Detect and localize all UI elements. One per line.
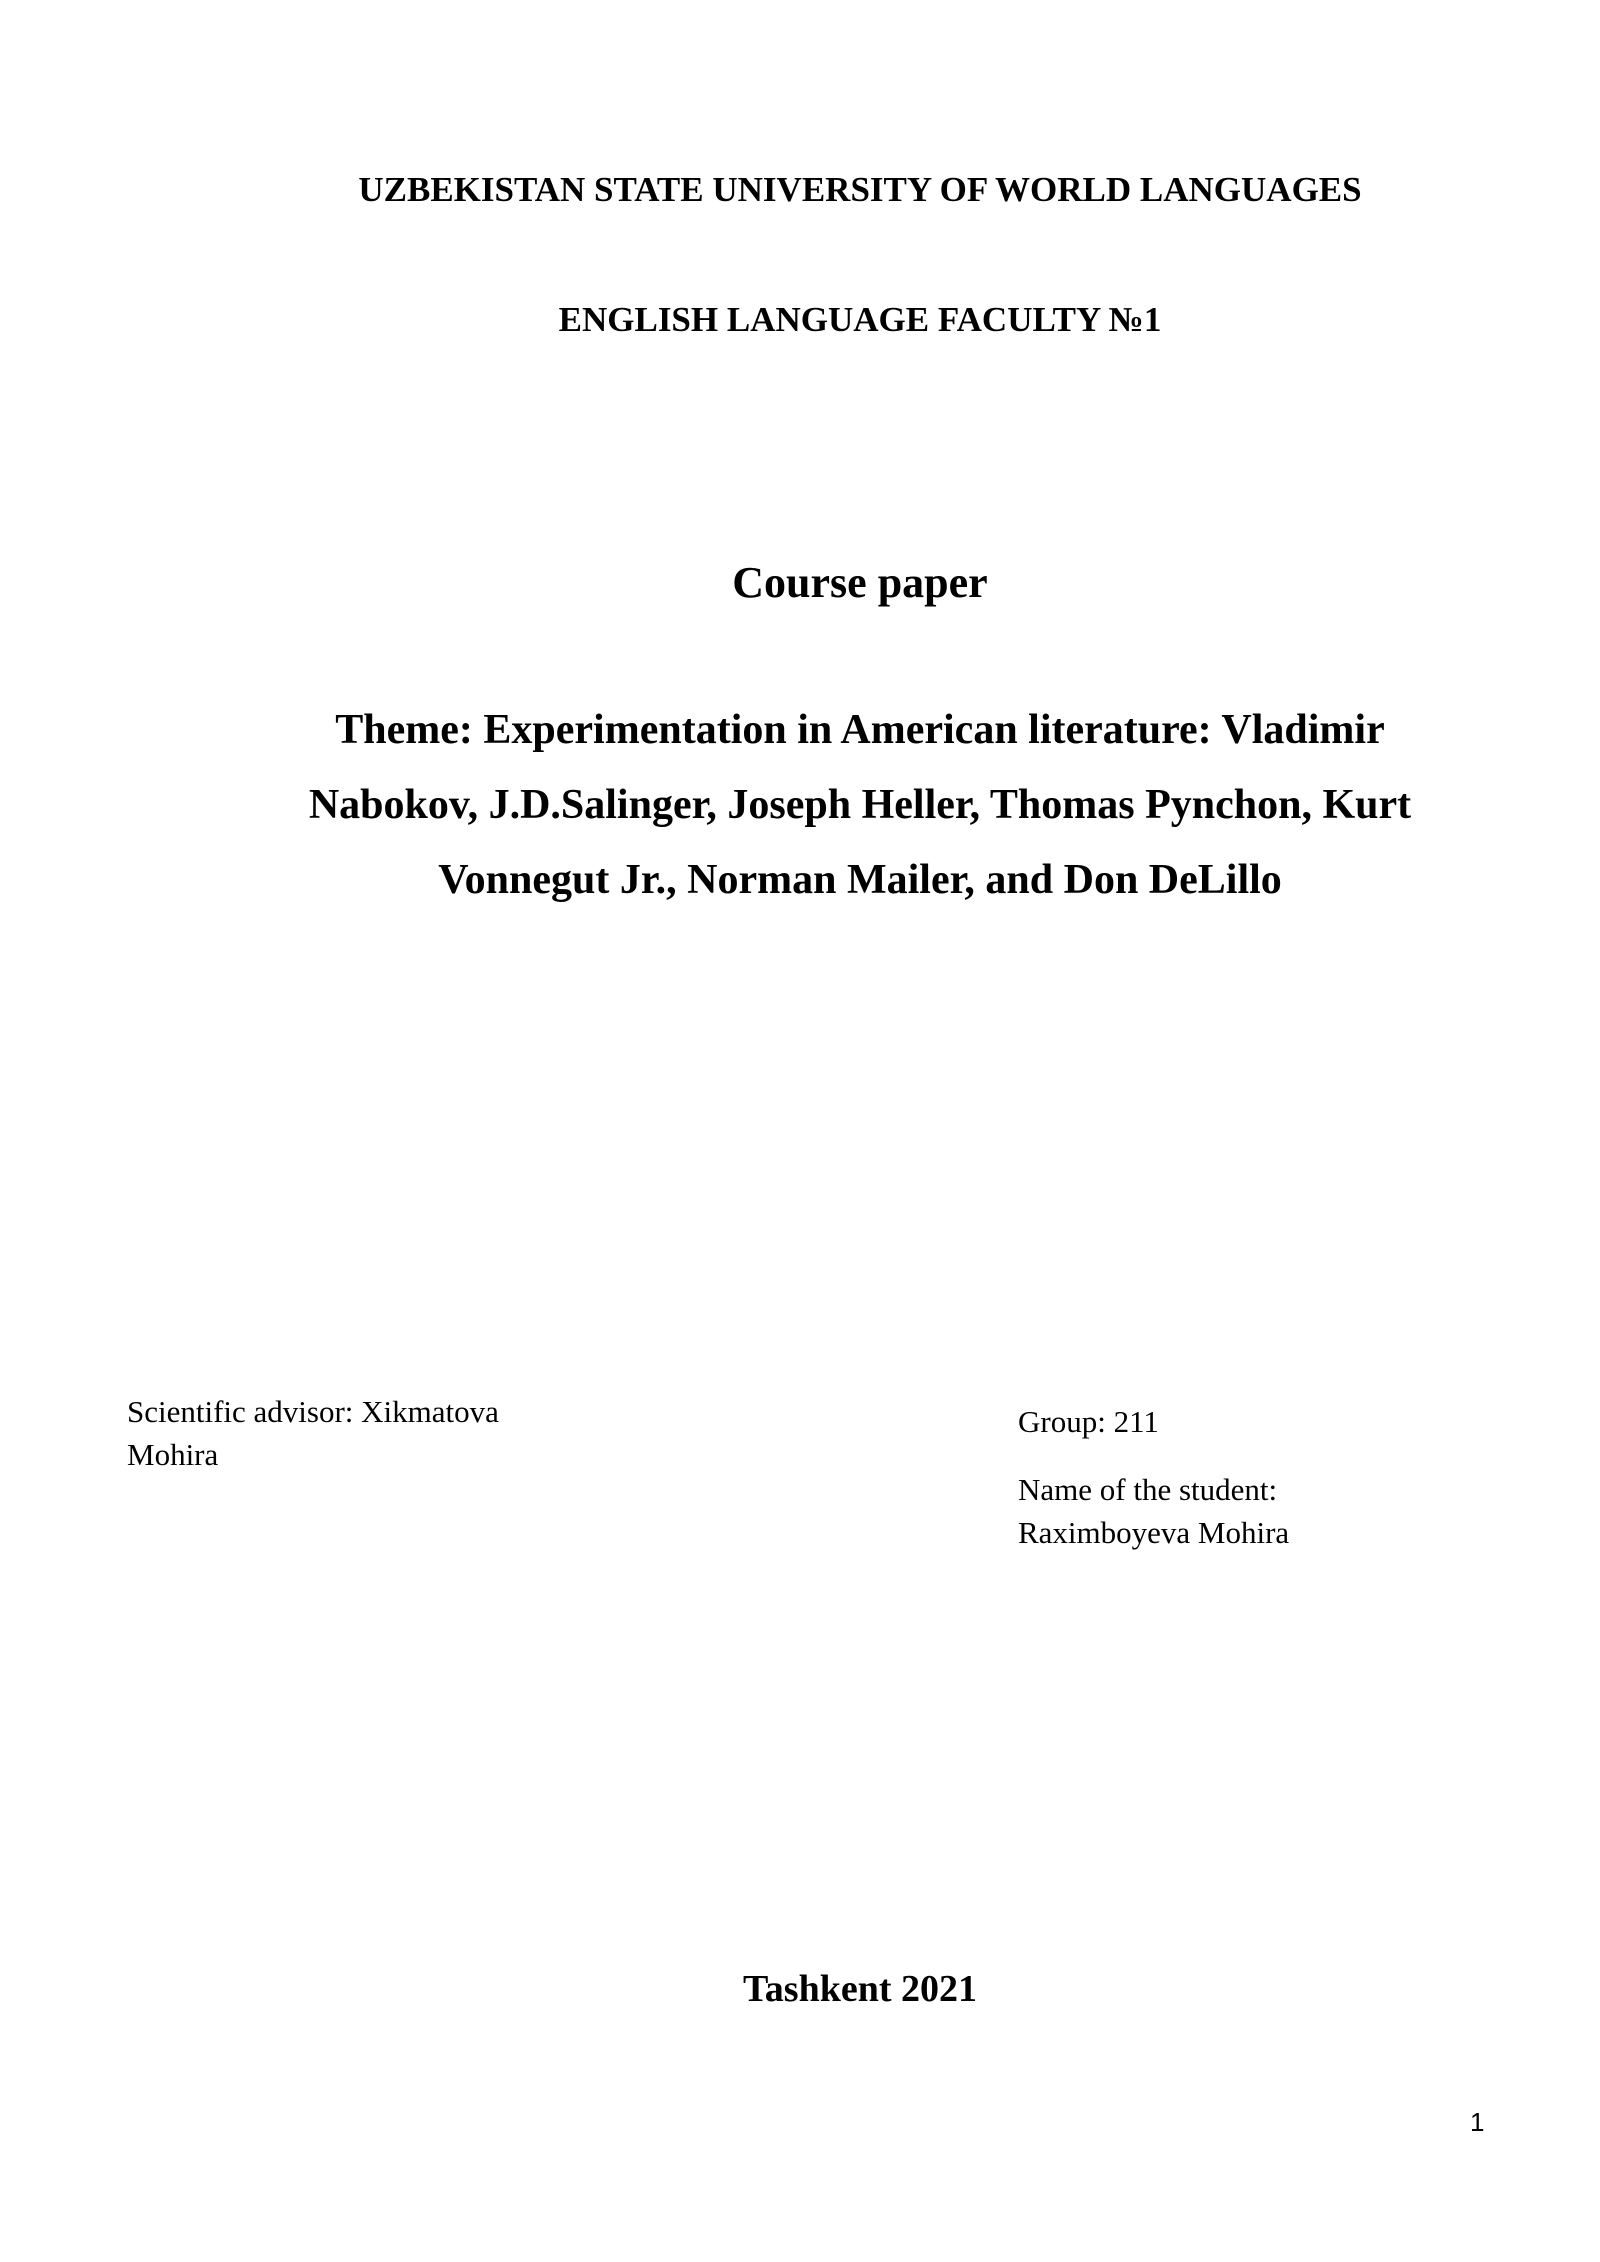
student-group: Group: 211 xyxy=(1018,1404,1159,1439)
city-year: Tashkent 2021 xyxy=(742,1968,978,2010)
page-number: 1 xyxy=(1470,2107,1485,2137)
course-paper-label: Course paper xyxy=(732,558,988,607)
faculty-name: ENGLISH LANGUAGE FACULTY №1 xyxy=(558,300,1162,339)
scientific-advisor: Scientific advisor: Xikmatova Mohira xyxy=(127,1394,499,1472)
theme-title: Theme: Experimentation in American literature: Vladimir Nabokov, J.D.Salinger, Joseph Heller, Thomas Pynchon, Kurt Vonnegut Jr., Norman Mailer, and Don DeLillo xyxy=(308,707,1412,903)
student-name: Name of the student: Raximboyeva Mohira xyxy=(1018,1472,1290,1550)
student-info xyxy=(1018,1400,1438,1554)
university-name: UZBEKISTAN STATE UNIVERSITY OF WORLD LANGUAGES xyxy=(358,170,1362,209)
